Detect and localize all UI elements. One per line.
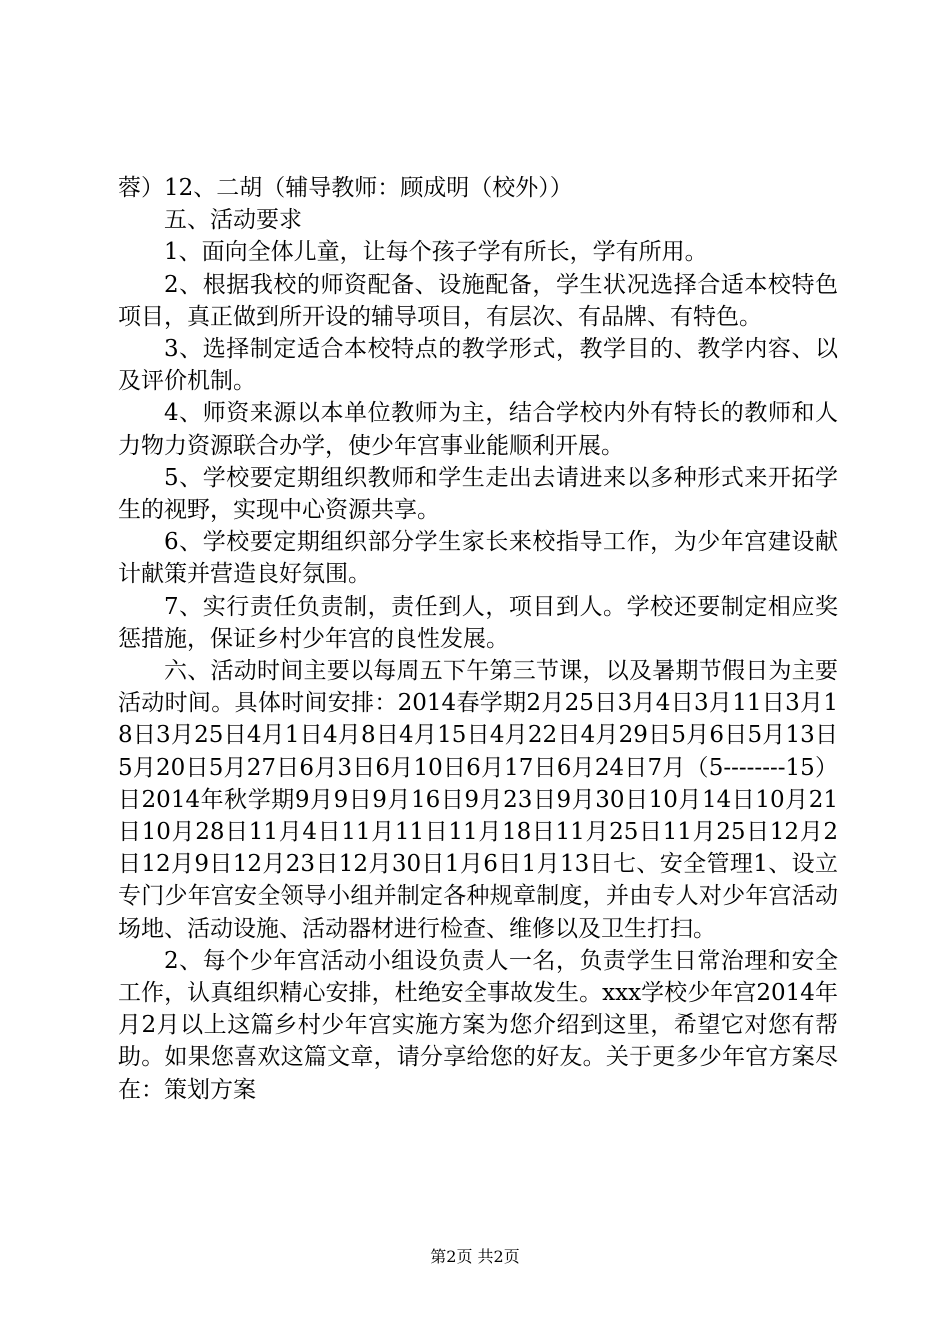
- paragraph-requirement-5: 5、学校要定期组织教师和学生走出去请进来以多种形式来开拓学生的视野，实现中心资源共享。: [118, 464, 838, 524]
- paragraph-requirement-6: 6、学校要定期组织部分学生家长来校指导工作，为少年宫建设献计献策并营造良好氛围。: [118, 529, 838, 588]
- paragraph-requirement-3: 3、选择制定适合本校特点的教学形式，教学目的、教学内容、以及评价机制。: [118, 336, 838, 395]
- paragraph-requirement-2: 2、根据我校的师资配备、设施配备，学生状况选择合适本校特色项目，真正做到所开设的辅导项目，有层次、有品牌、有特色。: [118, 271, 838, 330]
- paragraph-activity-schedule: 六、活动时间主要以每周五下午第三节课，以及暑期节假日为主要活动时间。具体时间安排：2014春学期2月25日3月4日3月11日3月18日3月25日4月1日4月8日4月15日4月22日4月29日5月6日5月13日5月20日5月27日6月3日6月10日6月17日6月24日7月（5--------15）日2014年秋学期9月9日9月16日9月23日9月30日10月14日10月21日10月28日11月4日11月11日11月18日11月25日11月25日12月2日12月9日12月23日12月30日1月6日1月13日七、安全管理1、设立专门少年宫安全领导小组并制定各种规章制度，并由专人对少年宫活动场地、活动设施、活动器材进行检查、维修以及卫生打扫。: [118, 658, 838, 942]
- paragraph-requirement-7: 7、实行责任负责制，责任到人，项目到人。学校还要制定相应奖惩措施，保证乡村少年宫的良性发展。: [118, 593, 838, 652]
- paragraph-requirement-1: 1、面向全体儿童，让每个孩子学有所长，学有所用。: [164, 239, 708, 266]
- paragraph-safety-management: 2、每个少年宫活动小组设负责人一名，负责学生日常治理和安全工作，认真组织精心安排，杜绝安全事故发生。xxx学校少年宫2014年月2月以上这篇乡村少年宫实施方案为您介绍到这里，希望它对您有帮助。如果您喜欢这篇文章，请分享给您的好友。关于更多少年官方案尽在：策划方案: [118, 947, 838, 1103]
- paragraph-continuation: 蓉）12、二胡（辅导教师：顾成明（校外））: [118, 175, 573, 201]
- paragraph-requirement-4: 4、师资来源以本单位教师为主，结合学校内外有特长的教师和人力物力资源联合办学，使少年宫事业能顺利开展。: [118, 400, 838, 459]
- page-footer: 第2页 共2页: [430, 1247, 520, 1266]
- document-body: [118, 172, 838, 1106]
- section-heading-activity-requirements: 五、活动要求: [164, 207, 302, 234]
